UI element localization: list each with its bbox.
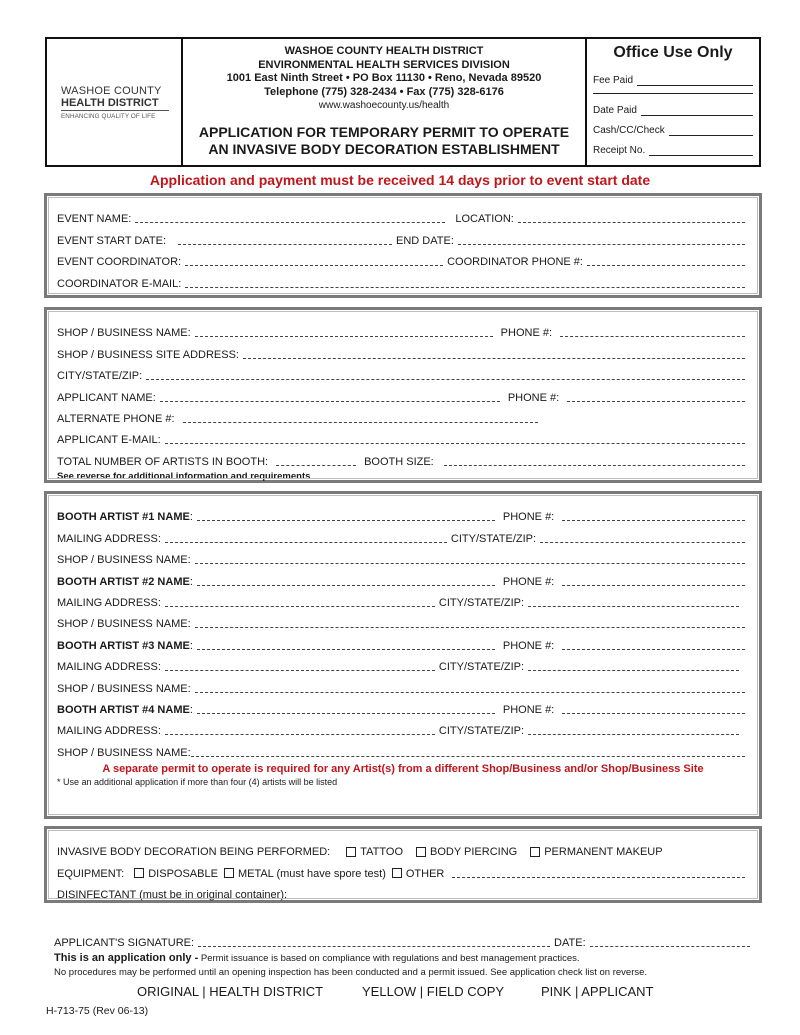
applicant-name-row xyxy=(57,382,749,403)
site-address-label: SHOP / BUSINESS SITE ADDRESS: xyxy=(57,348,239,361)
metal-checkbox[interactable] xyxy=(224,868,234,878)
artist-3-mailing-field[interactable] xyxy=(165,660,435,671)
artist-4-mailing-field[interactable] xyxy=(165,724,435,735)
office-blank-line[interactable] xyxy=(593,86,753,94)
application-only-text: Permit issuance is based on compliance with regulations and best management practices. xyxy=(198,953,580,964)
other-option[interactable] xyxy=(392,868,445,880)
artist-1-city-field[interactable] xyxy=(540,532,745,543)
decoration-label: INVASIVE BODY DECORATION BEING PERFORMED: xyxy=(57,846,331,859)
coordinator-field[interactable] xyxy=(185,255,443,266)
copy-pink: PINK | APPLICANT xyxy=(541,984,654,999)
artist-1-name-label xyxy=(57,511,193,523)
other-checkbox[interactable] xyxy=(392,868,402,878)
date-paid-label: Date Paid xyxy=(593,105,637,116)
separate-permit-note: A separate permit to operate is required for any Artist(s) from a different Shop/Business and/or Shop/Business Site xyxy=(102,762,704,775)
form-title-line2: AN INVASIVE BODY DECORATION ESTABLISHMENT xyxy=(208,141,560,157)
end-date-field[interactable] xyxy=(458,234,745,245)
artist-3-name-label xyxy=(57,640,193,652)
fee-paid-field[interactable] xyxy=(593,66,753,86)
receipt-no-line[interactable] xyxy=(649,146,753,156)
site-address-field[interactable] xyxy=(243,348,745,359)
artists-section xyxy=(44,491,762,819)
receipt-no-label: Receipt No. xyxy=(593,145,646,156)
colon: : xyxy=(189,639,193,652)
alt-phone-label: ALTERNATE PHONE #: xyxy=(57,412,175,425)
logo-tagline: ENHANCING QUALITY OF LIFE xyxy=(61,112,156,120)
artist-3-phone-label: PHONE #: xyxy=(502,639,555,652)
disposable-label: DISPOSABLE xyxy=(148,867,218,880)
alt-phone-row xyxy=(57,404,749,425)
event-name-field[interactable] xyxy=(135,212,445,223)
artist-1-mailing-label: MAILING ADDRESS: xyxy=(57,532,161,545)
artist-4-name-row xyxy=(57,695,749,716)
signature-row xyxy=(54,933,754,949)
artist-1-mailing-field[interactable] xyxy=(165,532,447,543)
no-procedures-note: No procedures may be performed until an opening inspection has been conducted and a permit issued. See application check list on reverse. xyxy=(54,967,648,978)
application-only-note xyxy=(54,951,754,966)
receipt-no-field[interactable] xyxy=(593,136,753,156)
artist-2-mailing-field[interactable] xyxy=(165,596,435,607)
artist-1-business-field[interactable] xyxy=(195,553,745,564)
disposable-option[interactable] xyxy=(134,868,218,880)
artist-4-phone-label: PHONE #: xyxy=(502,703,555,716)
applicant-email-row xyxy=(57,425,749,446)
agency-address: 1001 East Ninth Street • PO Box 11130 • Reno, Nevada 89520 xyxy=(226,72,542,84)
location-label: LOCATION: xyxy=(455,213,514,226)
artist-4-business-label: SHOP / BUSINESS NAME: xyxy=(57,746,191,759)
form-number: H-713-75 (Rev 06-13) xyxy=(46,1005,149,1017)
coordinator-phone-field[interactable] xyxy=(587,255,745,266)
artist-3-city-label: CITY/STATE/ZIP: xyxy=(438,661,525,674)
artist-2-city-label: CITY/STATE/ZIP: xyxy=(438,596,525,609)
metal-label: METAL (must have spore test) xyxy=(237,867,386,880)
additional-app-note: * Use an additional application if more than four (4) artists will be listed xyxy=(57,776,338,787)
applicant-phone-field[interactable] xyxy=(567,391,745,402)
body-piercing-checkbox[interactable] xyxy=(416,847,426,857)
artist-3-name-row xyxy=(57,630,749,651)
fee-paid-line[interactable] xyxy=(637,76,753,86)
artist-3-business-row xyxy=(57,673,749,694)
permanent-makeup-label: PERMANENT MAKEUP xyxy=(544,846,663,859)
shop-name-row xyxy=(57,318,749,339)
start-date-field[interactable] xyxy=(178,234,392,245)
artist-3-phone-field[interactable] xyxy=(562,639,745,650)
date-label: DATE: xyxy=(554,937,586,949)
event-dates-row xyxy=(57,225,749,246)
start-date-label: EVENT START DATE: xyxy=(57,234,167,247)
artist-4-city-label: CITY/STATE/ZIP: xyxy=(438,725,525,738)
booth-size-label: BOOTH SIZE: xyxy=(364,455,434,468)
logo-line1: WASHOE COUNTY xyxy=(61,84,162,97)
application-only-bold: This is an application only - xyxy=(54,952,199,964)
coordinator-email-label: COORDINATOR E-MAIL: xyxy=(57,277,182,290)
tattoo-option[interactable] xyxy=(346,846,403,858)
colon: : xyxy=(189,511,193,524)
alt-phone-field[interactable] xyxy=(183,412,538,423)
permanent-makeup-checkbox[interactable] xyxy=(530,847,540,857)
date-field[interactable] xyxy=(590,936,750,947)
agency-name: WASHOE COUNTY HEALTH DISTRICT xyxy=(284,45,484,57)
artist-4-address-row xyxy=(57,716,749,737)
copy-yellow: YELLOW | FIELD COPY xyxy=(362,984,505,999)
agency-info xyxy=(183,39,587,165)
equipment-row xyxy=(57,858,749,879)
body-piercing-label: BODY PIERCING xyxy=(430,846,518,859)
artist-4-phone-field[interactable] xyxy=(562,703,745,714)
coordinator-label: EVENT COORDINATOR: xyxy=(57,256,182,269)
metal-option[interactable] xyxy=(224,868,386,880)
copy-original: ORIGINAL | HEALTH DISTRICT xyxy=(137,984,324,999)
artist-2-name-label-text: BOOTH ARTIST #2 NAME xyxy=(57,575,190,588)
artist-4-business-field[interactable] xyxy=(191,746,745,757)
artist-4-name-label xyxy=(57,704,193,716)
artist-4-mailing-label: MAILING ADDRESS: xyxy=(57,725,161,738)
signature-field[interactable] xyxy=(198,936,550,947)
payment-method-line[interactable] xyxy=(669,126,753,136)
coordinator-row xyxy=(57,247,749,268)
event-name-row xyxy=(57,204,749,225)
applicant-name-label: APPLICANT NAME: xyxy=(57,391,156,404)
artist-3-name-field[interactable] xyxy=(197,639,495,650)
artists-list xyxy=(57,502,749,759)
applicant-name-field[interactable] xyxy=(160,391,500,402)
shop-name-label: SHOP / BUSINESS NAME: xyxy=(57,327,191,340)
artist-1-name-field[interactable] xyxy=(197,510,495,521)
artist-3-name-label-text: BOOTH ARTIST #3 NAME xyxy=(57,639,190,652)
decoration-row xyxy=(57,837,749,858)
artist-3-address-row xyxy=(57,652,749,673)
agency-url[interactable]: www.washoecounty.us/health xyxy=(318,100,450,111)
form-header xyxy=(45,37,761,167)
date-paid-field[interactable] xyxy=(593,96,753,116)
artist-1-city-label: CITY/STATE/ZIP: xyxy=(450,532,537,545)
artist-1-phone-label: PHONE #: xyxy=(502,511,555,524)
deadline-notice: Application and payment must be received 14 days prior to event start date xyxy=(149,172,651,188)
disinfectant-row xyxy=(57,880,749,901)
tattoo-label: TATTOO xyxy=(360,846,403,859)
agency-phone: Telephone (775) 328-2434 • Fax (775) 328-6176 xyxy=(264,85,504,98)
shop-phone-label: PHONE #: xyxy=(500,327,553,340)
location-field[interactable] xyxy=(518,212,745,223)
payment-method-field[interactable] xyxy=(593,116,753,136)
artist-1-name-row xyxy=(57,502,749,523)
form-title-line1: APPLICATION FOR TEMPORARY PERMIT TO OPERATE xyxy=(198,124,570,140)
end-date-label: END DATE: xyxy=(396,234,454,247)
artist-4-name-field[interactable] xyxy=(197,703,495,714)
colon: : xyxy=(189,703,193,716)
equipment-label: EQUIPMENT: xyxy=(57,867,125,880)
disinfectant-label: DISINFECTANT (must be in original container): xyxy=(57,889,288,902)
fee-paid-label: Fee Paid xyxy=(593,75,634,86)
artist-3-mailing-label: MAILING ADDRESS: xyxy=(57,661,161,674)
other-equipment-field[interactable] xyxy=(452,867,745,878)
event-name-label: EVENT NAME: xyxy=(57,213,132,226)
agency-division: ENVIRONMENTAL HEALTH SERVICES DIVISION xyxy=(258,58,510,71)
artist-2-phone-label: PHONE #: xyxy=(502,575,555,588)
artist-4-city-field[interactable] xyxy=(528,724,739,735)
form-title xyxy=(183,124,585,158)
artist-1-name-label-text: BOOTH ARTIST #1 NAME xyxy=(57,511,190,524)
office-use-title: Office Use Only xyxy=(613,44,733,61)
artist-2-mailing-label: MAILING ADDRESS: xyxy=(57,596,161,609)
artist-2-business-label: SHOP / BUSINESS NAME: xyxy=(57,618,191,631)
office-use-panel xyxy=(587,39,759,165)
event-section xyxy=(44,193,762,298)
booth-info-row xyxy=(57,446,749,467)
total-artists-field[interactable] xyxy=(276,455,356,466)
artist-2-address-row xyxy=(57,588,749,609)
applicant-email-label: APPLICANT E-MAIL: xyxy=(57,434,161,447)
payment-method-label: Cash/CC/Check xyxy=(593,125,665,136)
shop-section xyxy=(44,307,762,483)
artist-4-business-row xyxy=(57,737,749,758)
tattoo-checkbox[interactable] xyxy=(346,847,356,857)
logo-line2: HEALTH DISTRICT xyxy=(61,97,169,111)
date-paid-line[interactable] xyxy=(641,106,753,116)
shop-phone-field[interactable] xyxy=(560,326,745,337)
disposable-checkbox[interactable] xyxy=(134,868,144,878)
coordinator-email-row xyxy=(57,268,749,289)
body-piercing-option[interactable] xyxy=(416,846,517,858)
city-state-zip-label: CITY/STATE/ZIP: xyxy=(57,370,143,383)
site-address-row xyxy=(57,339,749,360)
artist-2-business-field[interactable] xyxy=(195,617,745,628)
permanent-makeup-option[interactable] xyxy=(530,846,662,858)
applicant-email-field[interactable] xyxy=(165,433,745,444)
artist-4-name-label-text: BOOTH ARTIST #4 NAME xyxy=(57,703,190,716)
colon: : xyxy=(189,575,193,588)
city-state-zip-field[interactable] xyxy=(146,369,745,380)
artist-3-business-field[interactable] xyxy=(195,682,745,693)
logo xyxy=(47,39,183,165)
other-label: OTHER xyxy=(405,867,445,880)
shop-name-field[interactable] xyxy=(195,326,493,337)
artist-2-name-label xyxy=(57,576,193,588)
disinfectant-field[interactable] xyxy=(287,888,745,899)
booth-size-field[interactable] xyxy=(444,455,745,466)
artist-2-business-row xyxy=(57,609,749,630)
signature-section xyxy=(54,933,754,980)
artist-2-name-row xyxy=(57,566,749,587)
artist-2-name-field[interactable] xyxy=(197,575,495,586)
artist-1-address-row xyxy=(57,523,749,544)
artist-3-business-label: SHOP / BUSINESS NAME: xyxy=(57,682,191,695)
applicant-phone-label: PHONE #: xyxy=(507,391,560,404)
signature-label: APPLICANT'S SIGNATURE: xyxy=(54,937,195,949)
artist-2-city-field[interactable] xyxy=(528,596,739,607)
coordinator-phone-label: COORDINATOR PHONE #: xyxy=(447,256,583,269)
artist-2-phone-field[interactable] xyxy=(562,575,745,586)
coordinator-email-field[interactable] xyxy=(185,277,745,288)
artist-1-business-row xyxy=(57,545,749,566)
artist-1-business-label: SHOP / BUSINESS NAME: xyxy=(57,554,191,567)
total-artists-label: TOTAL NUMBER OF ARTISTS IN BOOTH: xyxy=(57,455,269,468)
procedures-section xyxy=(44,826,762,903)
artist-1-phone-field[interactable] xyxy=(562,510,745,521)
city-state-zip-row xyxy=(57,361,749,382)
see-reverse-note: See reverse for additional information and requirements xyxy=(57,470,311,482)
artist-3-city-field[interactable] xyxy=(528,660,739,671)
